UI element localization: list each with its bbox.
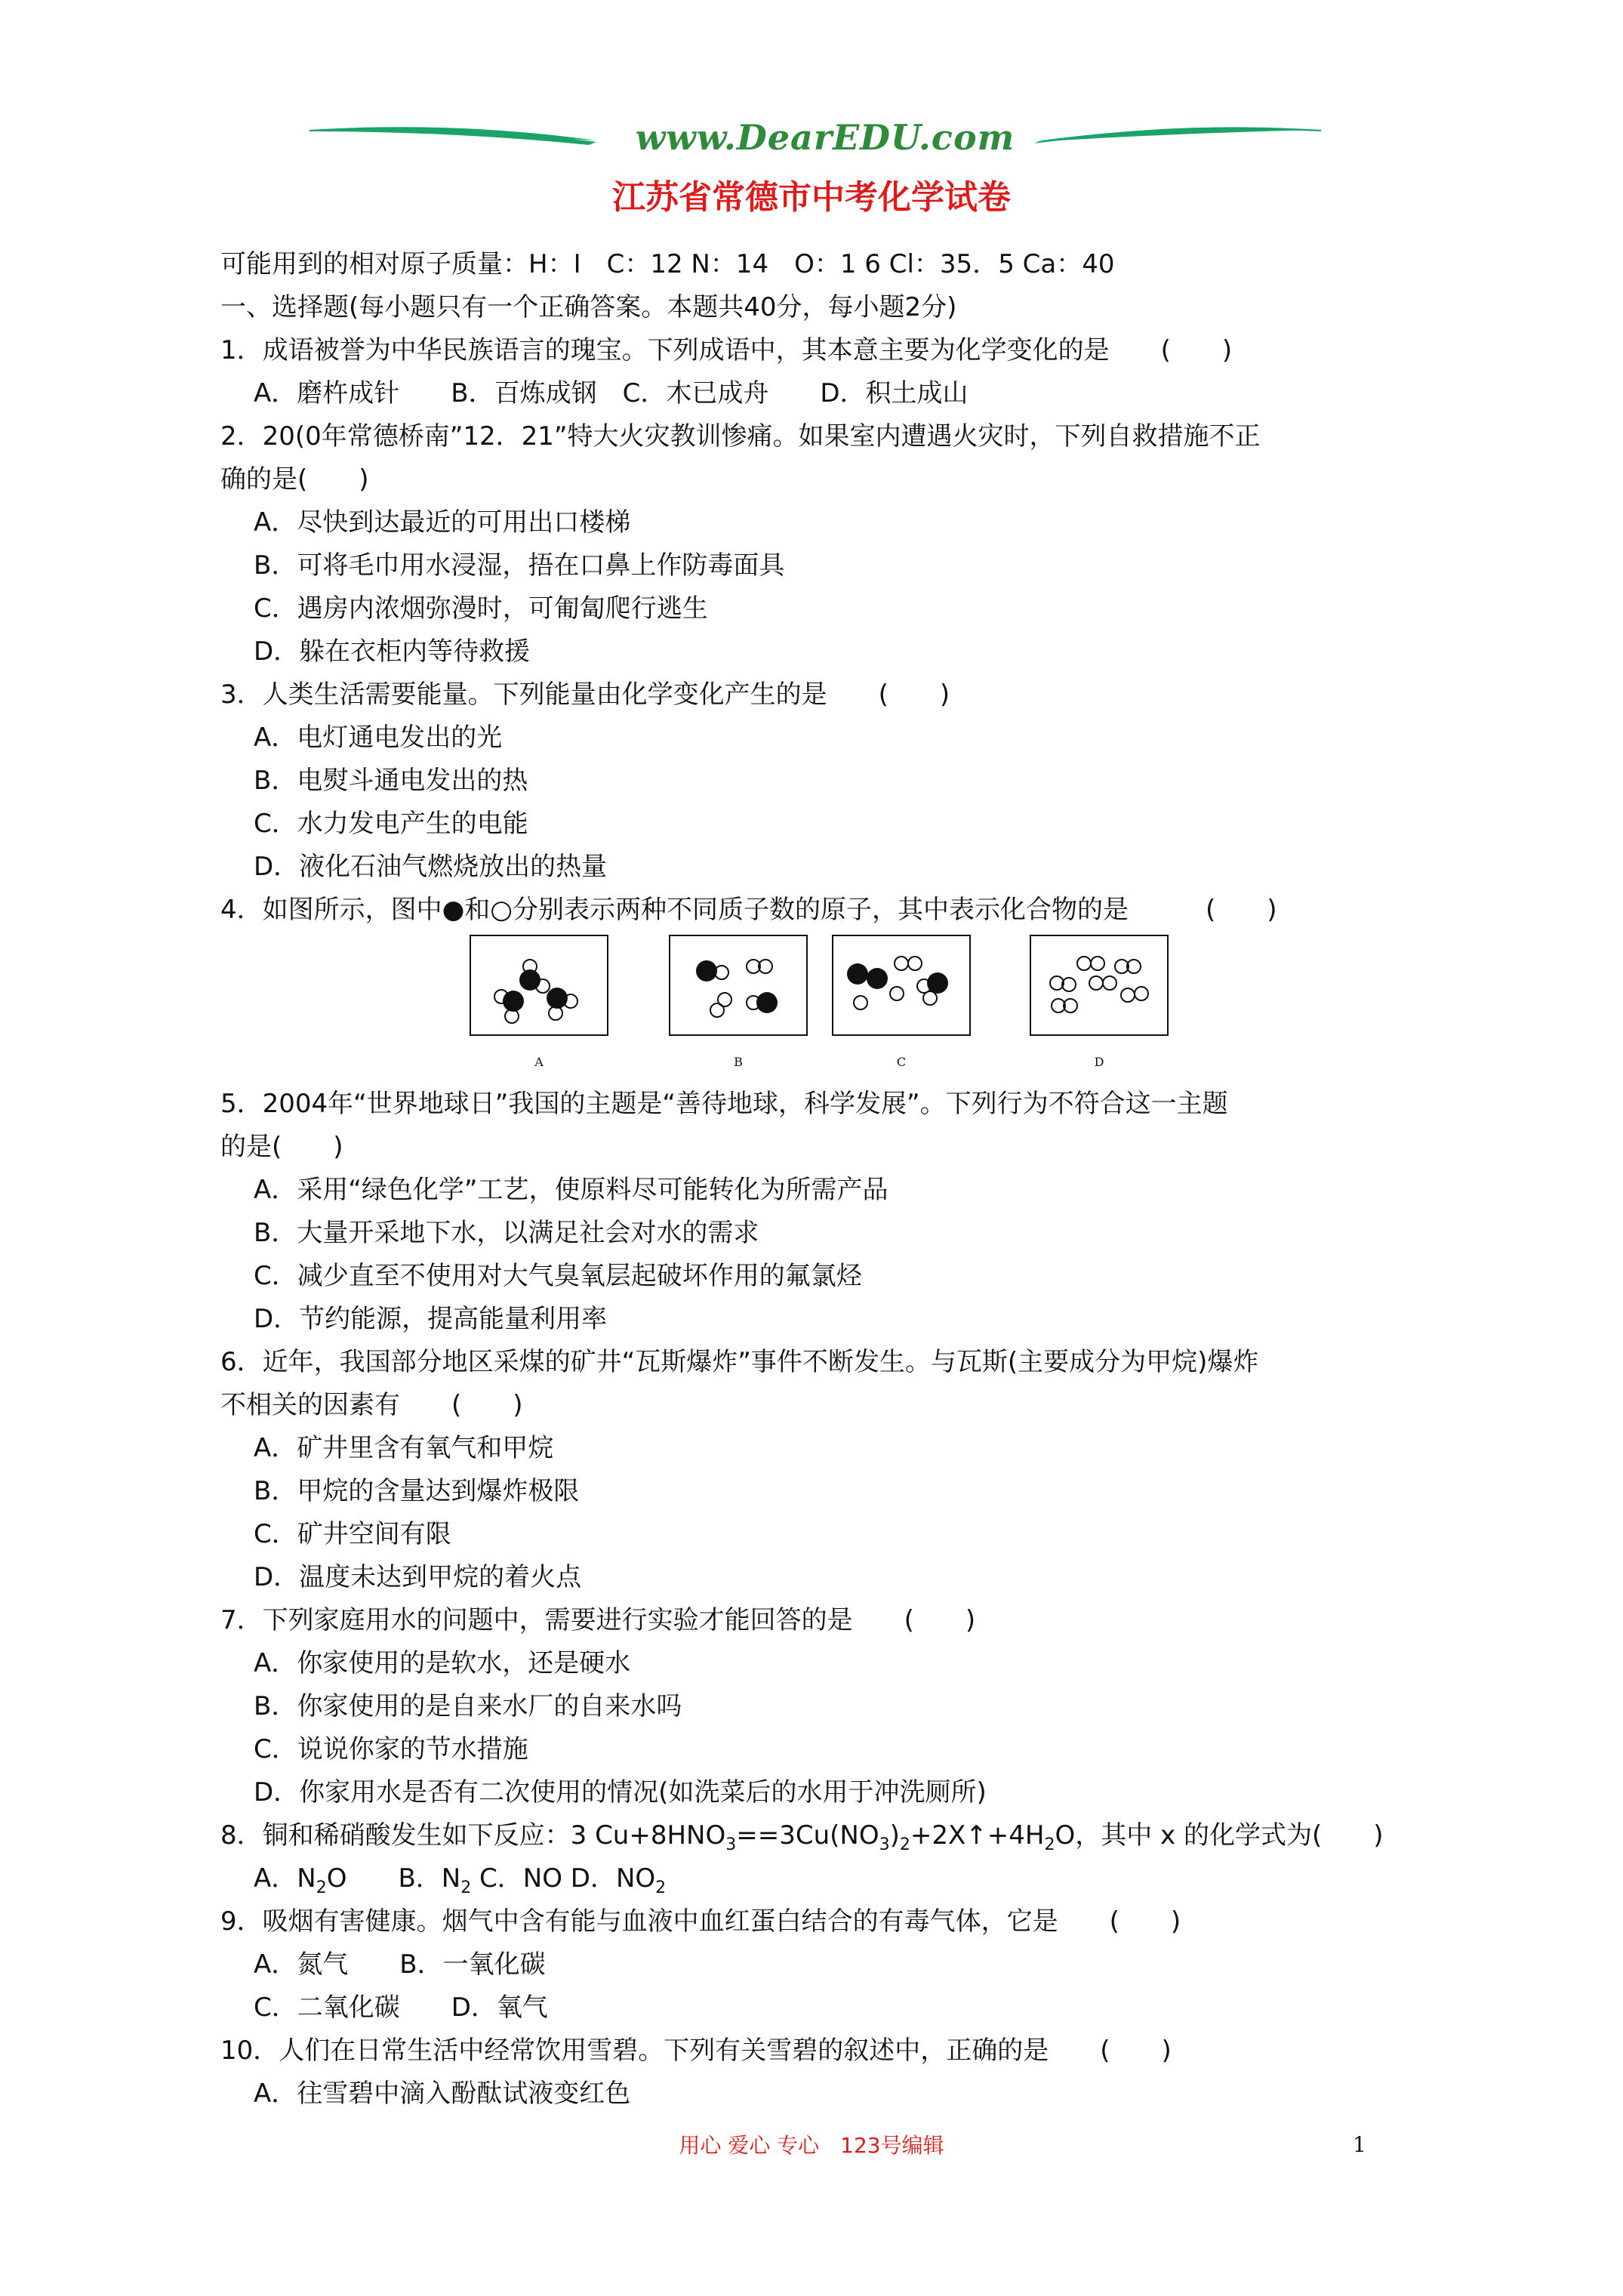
question-6-option-d: D．温度未达到甲烷的着火点 bbox=[254, 1562, 582, 1592]
atomic-mass-line: 可能用到的相对原子质量：H：I C：12 N：14 O：1 6 Cl：35．5 Ca：40 bbox=[220, 249, 1115, 279]
question-4: 4．如图所示，图中●和○分别表示两种不同质子数的原子，其中表示化合物的是 ( ) bbox=[220, 895, 1277, 925]
question-2-cont: 确的是( ) bbox=[220, 464, 369, 495]
q8-stem-d: +2X↑+4H bbox=[910, 1820, 1045, 1851]
q8-stem-e: O，其中 x 的化学式为( ) bbox=[1055, 1820, 1384, 1851]
question-5-option-c: C．减少直至不使用对大气臭氧层起破坏作用的氟氯烃 bbox=[254, 1261, 862, 1291]
figure-b-label: B bbox=[734, 1055, 743, 1069]
question-5-option-d: D．节约能源，提高能量利用率 bbox=[254, 1304, 608, 1334]
q8-opt-b-sub: 2 bbox=[460, 1878, 472, 1897]
molecule-diagram-d-icon bbox=[1031, 936, 1167, 1034]
q8-opt-a-sub: 2 bbox=[316, 1878, 327, 1897]
figure-d-label: D bbox=[1094, 1055, 1104, 1069]
question-3-option-b: B．电熨斗通电发出的热 bbox=[254, 766, 528, 796]
question-7-option-c: C．说说你家的节水措施 bbox=[254, 1734, 528, 1764]
page-footer: 用心 爱心 专心 123号编辑 bbox=[679, 2133, 944, 2158]
page-number: 1 bbox=[1353, 2132, 1366, 2157]
question-2-option-d: D．躲在衣柜内等待救援 bbox=[254, 636, 531, 667]
question-3-option-c: C．水力发电产生的电能 bbox=[254, 809, 528, 839]
page-title: 江苏省常德市中考化学试卷 bbox=[612, 178, 1011, 217]
question-4-figures bbox=[220, 935, 1413, 1078]
molecule-diagram-c-icon bbox=[833, 936, 969, 1034]
q8-sub-1: 3 bbox=[725, 1835, 737, 1854]
site-header bbox=[310, 113, 1321, 162]
molecule-diagram-b-icon bbox=[670, 936, 806, 1034]
question-9-options-ab: A．氮气 B．一氧化碳 bbox=[254, 1949, 546, 1980]
q8-opt-a: A．N bbox=[254, 1863, 316, 1894]
molecule-diagram-a-icon bbox=[471, 936, 607, 1034]
question-6-option-c: C．矿井空间有限 bbox=[254, 1519, 451, 1549]
figure-a bbox=[470, 935, 608, 1069]
question-8 bbox=[220, 1814, 1413, 1857]
question-9-options-cd: C．二氧化碳 D．氧气 bbox=[254, 1992, 548, 2023]
q8-sub-4: 2 bbox=[1044, 1835, 1055, 1854]
section-heading: 一、选择题(每小题只有一个正确答案。本题共40分，每小题2分) bbox=[220, 292, 957, 322]
question-3: 3．人类生活需要能量。下列能量由化学变化产生的是 ( ) bbox=[220, 680, 950, 710]
question-7: 7．下列家庭用水的问题中，需要进行实验才能回答的是 ( ) bbox=[220, 1605, 976, 1635]
figure-d bbox=[1030, 935, 1169, 1069]
question-7-option-a: A．你家使用的是软水，还是硬水 bbox=[254, 1648, 631, 1678]
question-5: 5．2004年“世界地球日”我国的主题是“善待地球，科学发展”。下列行为不符合这一主题 bbox=[220, 1089, 1228, 1119]
question-8-options bbox=[220, 1857, 1413, 1900]
q8-stem-b: ==3Cu(NO bbox=[736, 1820, 879, 1851]
question-2-option-a: A．尽快到达最近的可用出口楼梯 bbox=[254, 507, 631, 538]
question-10-option-a: A．往雪碧中滴入酚酞试液变红色 bbox=[254, 2079, 631, 2109]
figure-a-label: A bbox=[534, 1055, 544, 1069]
question-3-option-d: D．液化石油气燃烧放出的热量 bbox=[254, 852, 608, 882]
question-2-option-b: B．可将毛巾用水浸湿，捂在口鼻上作防毒面具 bbox=[254, 550, 785, 581]
question-3-option-a: A．电灯通电发出的光 bbox=[254, 723, 503, 753]
q8-sub-2: 3 bbox=[879, 1835, 890, 1854]
question-6-option-a: A．矿井里含有氧气和甲烷 bbox=[254, 1433, 554, 1463]
question-9: 9．吸烟有害健康。烟气中含有能与血液中血红蛋白结合的有毒气体，它是 ( ) bbox=[220, 1906, 1181, 1937]
question-2: 2．20(0年常德桥南”12．21”特大火灾教训惨痛。如果室内遭遇火灾时，下列自救措施不正 bbox=[220, 421, 1261, 451]
q8-opt-d-sub: 2 bbox=[655, 1878, 667, 1897]
q8-sub-3: 2 bbox=[899, 1835, 910, 1854]
q8-opt-b: O B．N bbox=[326, 1863, 461, 1894]
question-7-option-d: D．你家用水是否有二次使用的情况(如洗菜后的水用于冲洗厕所) bbox=[254, 1777, 987, 1808]
question-5-cont: 的是( ) bbox=[220, 1132, 343, 1162]
question-10: 10．人们在日常生活中经常饮用雪碧。下列有关雪碧的叙述中，正确的是 ( ) bbox=[220, 2036, 1172, 2066]
question-7-option-b: B．你家使用的是自来水厂的自来水吗 bbox=[254, 1691, 682, 1721]
q8-stem-a: 8．铜和稀硝酸发生如下反应：3 Cu+8HNO bbox=[220, 1820, 726, 1851]
question-6: 6．近年，我国部分地区采煤的矿井“瓦斯爆炸”事件不断发生。与瓦斯(主要成分为甲烷)爆炸 bbox=[220, 1347, 1259, 1377]
figure-c bbox=[832, 935, 971, 1069]
q8-stem-c: ) bbox=[889, 1820, 900, 1851]
question-5-option-a: A．采用“绿色化学”工艺，使原料尽可能转化为所需产品 bbox=[254, 1175, 888, 1205]
question-2-option-c: C．遇房内浓烟弥漫时，可匍匐爬行逃生 bbox=[254, 593, 708, 624]
q8-opt-cd: C．NO D．NO bbox=[471, 1863, 656, 1894]
site-url[interactable]: www.DearEDU.com bbox=[635, 117, 1015, 158]
question-1: 1．成语被誉为中华民族语言的瑰宝。下列成语中，其本意主要为化学变化的是 ( ) bbox=[220, 335, 1233, 365]
question-5-option-b: B．大量开采地下水，以满足社会对水的需求 bbox=[254, 1218, 759, 1248]
exam-content bbox=[220, 243, 1413, 2116]
figure-b bbox=[669, 935, 808, 1069]
figure-c-label: C bbox=[896, 1055, 907, 1069]
question-6-option-b: B．甲烷的含量达到爆炸极限 bbox=[254, 1476, 580, 1506]
question-1-options: A．磨杵成针 B．百炼成钢 C．木已成舟 D．积土成山 bbox=[254, 378, 969, 408]
question-6-cont: 不相关的因素有 ( ) bbox=[220, 1390, 523, 1420]
